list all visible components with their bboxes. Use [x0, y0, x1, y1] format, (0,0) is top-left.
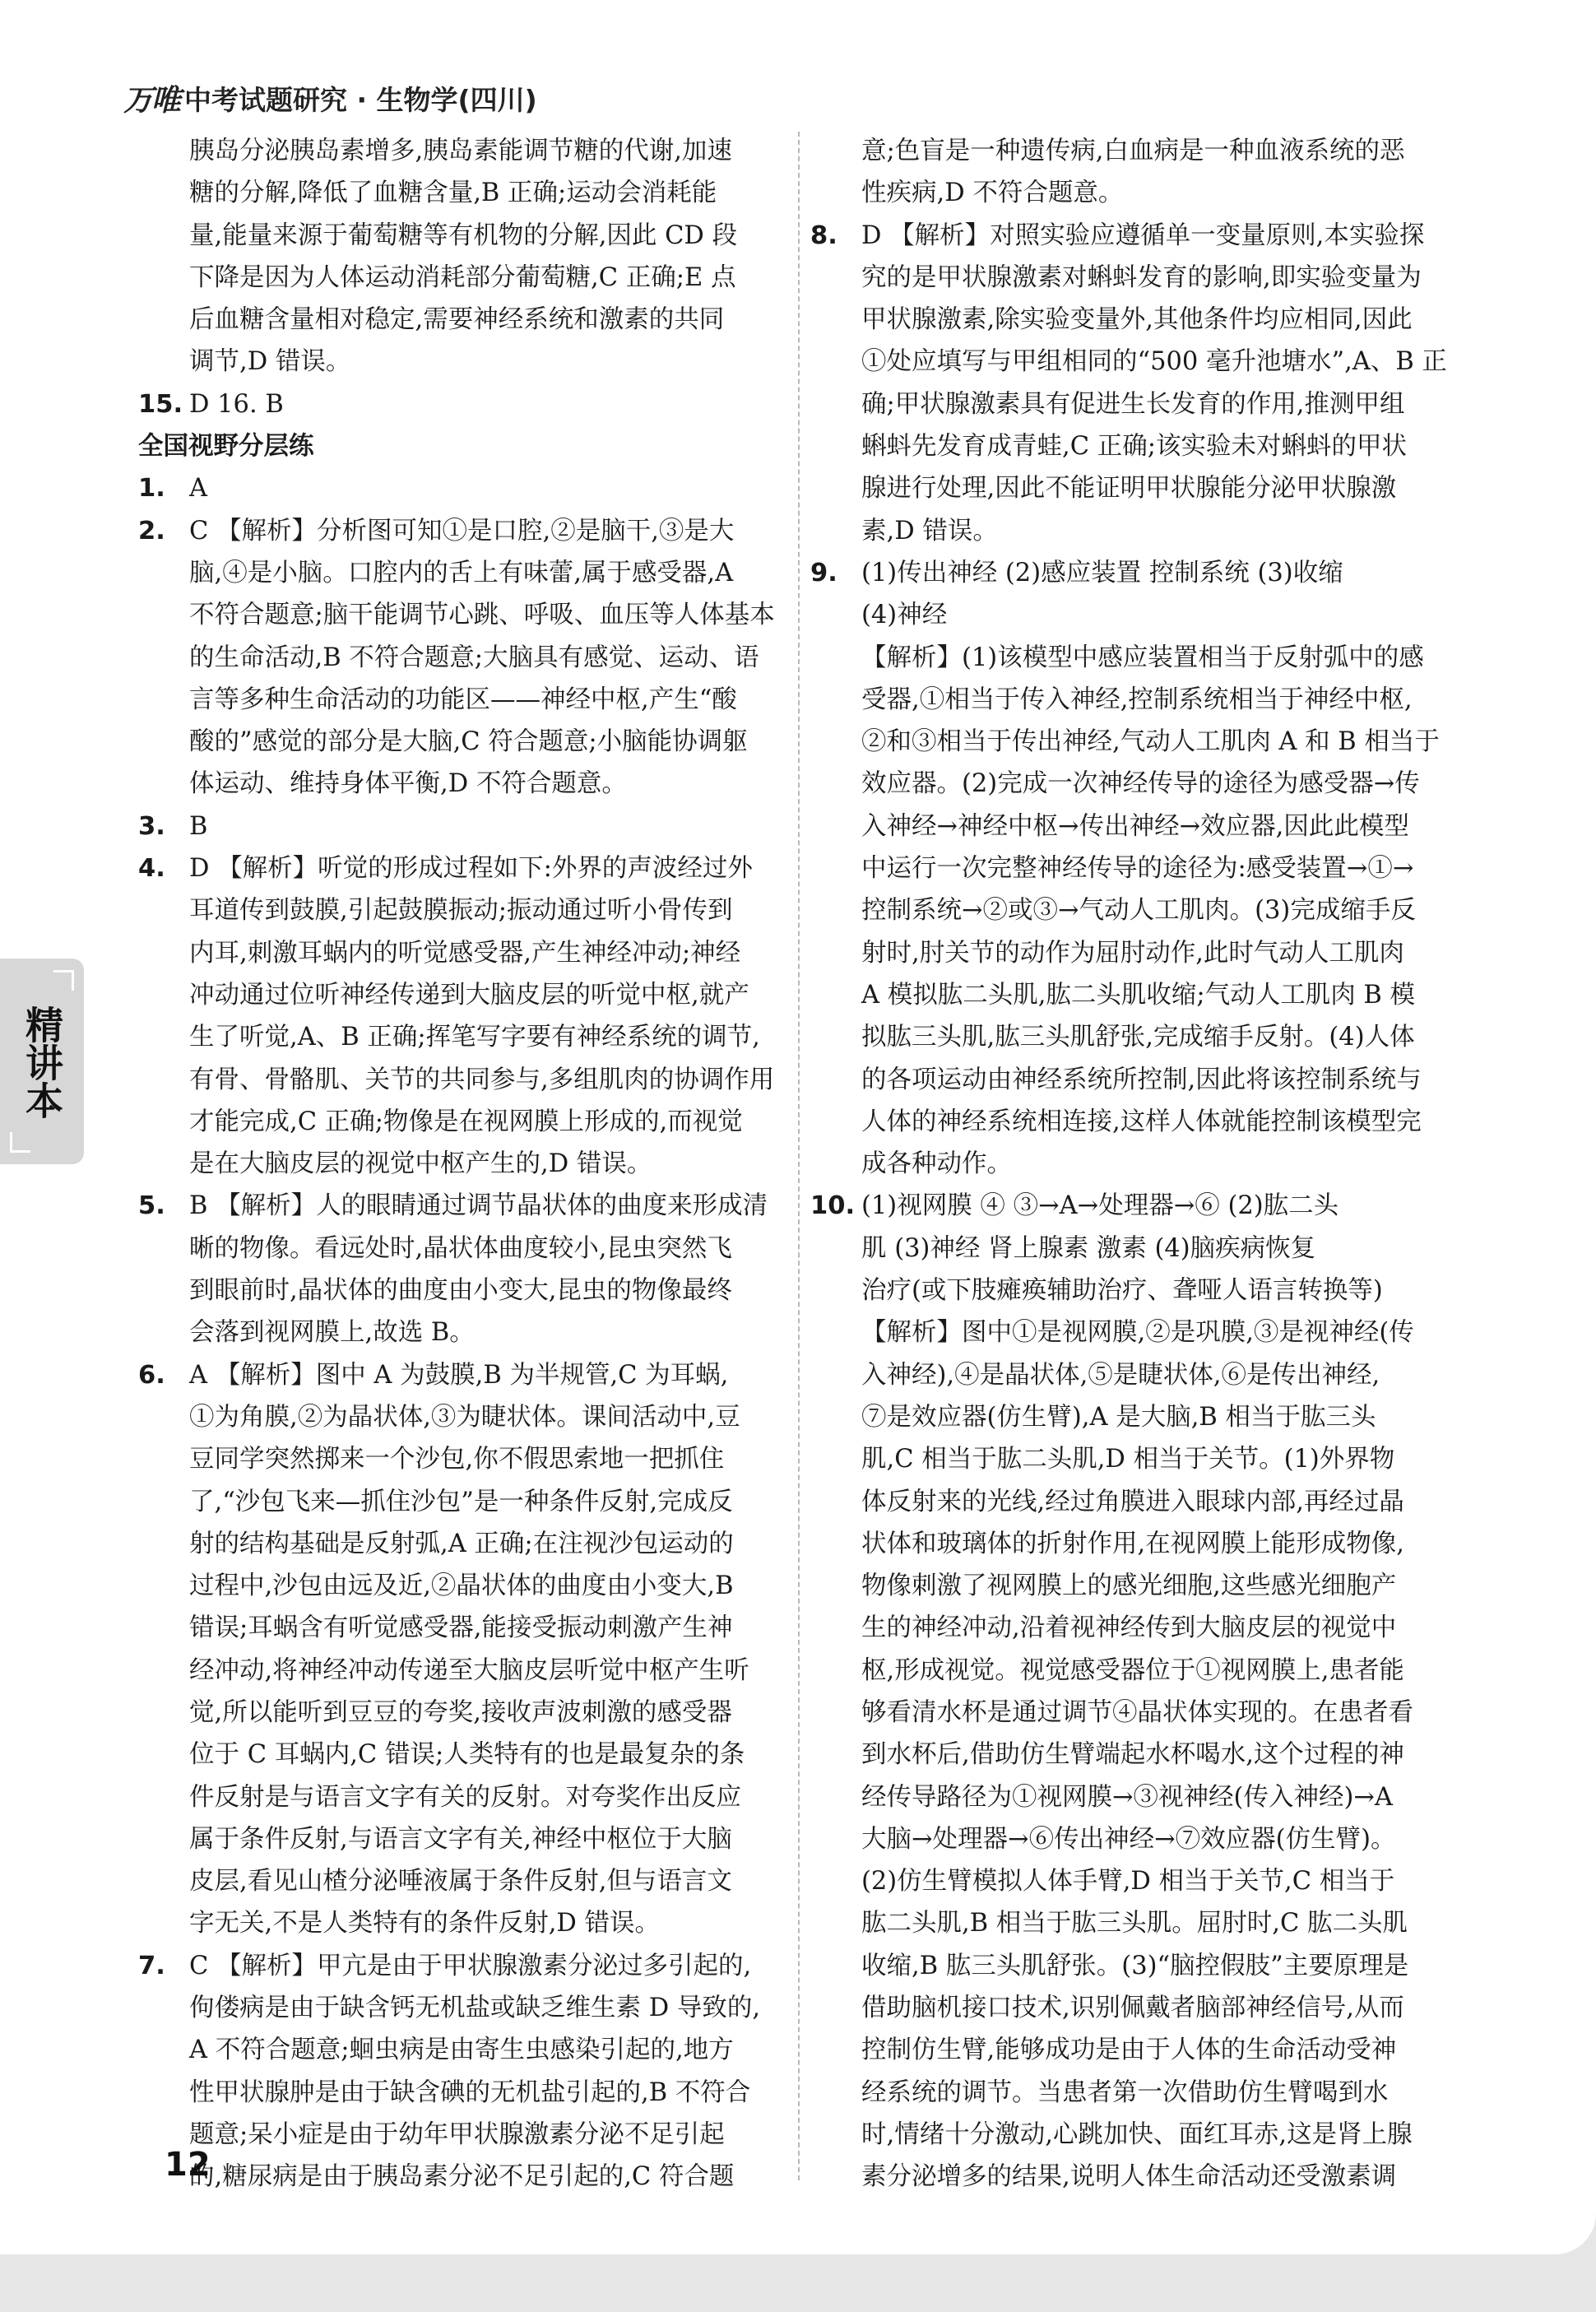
side-tab-label: 精讲本	[20, 1005, 64, 1119]
text-line	[138, 1059, 788, 1101]
text-line	[810, 679, 1460, 721]
line-text: 量,能量来源于葡萄糖等有机物的分解,因此 CD 段	[189, 221, 738, 250]
text-line	[810, 215, 1460, 257]
text-line	[810, 383, 1460, 425]
text-line	[810, 1692, 1460, 1734]
line-text: 收缩,B 肱三头肌舒张。(3)“脑控假肢”主要原理是	[861, 1951, 1409, 1980]
line-text: D 16. B	[189, 389, 284, 419]
line-text: (4)神经	[861, 601, 948, 630]
line-text: 射的结构基础是反射弧,A 正确;在注视沙包运动的	[189, 1529, 734, 1558]
line-text: ①处应填写与甲组相同的“500 毫升池塘水”,A、B 正	[861, 347, 1447, 377]
line-text: ⑦是效应器(仿生臂),A 是大脑,B 相当于肱三头	[861, 1402, 1376, 1432]
line-text: 晰的物像。看远处时,晶状体曲度较小,昆虫突然飞	[189, 1233, 732, 1263]
line-text: 性甲状腺肿是由于缺含碘的无机盐引起的,B 不符合	[189, 2078, 751, 2107]
text-line	[810, 1438, 1460, 1480]
text-line	[810, 1523, 1460, 1565]
text-line	[810, 1228, 1460, 1270]
text-line	[810, 1818, 1460, 1860]
line-text: B	[189, 811, 208, 841]
text-line	[810, 763, 1460, 805]
text-line	[810, 172, 1460, 214]
line-text: A	[189, 474, 208, 504]
line-text: 下降是因为人体运动消耗部分葡萄糖,C 正确;E 点	[189, 262, 736, 292]
text-line	[138, 1902, 788, 1944]
text-line	[138, 425, 788, 467]
line-text: 经冲动,将神经冲动传递至大脑皮层听觉中枢产生听	[189, 1655, 749, 1685]
text-line	[138, 2156, 788, 2198]
text-line	[138, 1692, 788, 1734]
line-text: 中运行一次完整神经传导的途径为:感受装置→①→	[861, 854, 1414, 884]
text-line	[810, 2072, 1460, 2114]
text-line	[138, 383, 788, 425]
line-text: 腺进行处理,因此不能证明甲状腺能分泌甲状腺激	[861, 474, 1397, 504]
corner-bracket-icon	[10, 1132, 30, 1153]
line-text: 调节,D 错误。	[189, 347, 351, 377]
line-text: 佝偻病是由于缺含钙无机盐或缺乏维生素 D 导致的,	[189, 1994, 761, 2023]
text-line	[138, 1312, 788, 1353]
text-line	[810, 805, 1460, 847]
line-text: 错误;耳蜗含有听觉感受器,能接受振动刺激产生神	[189, 1613, 733, 1643]
question-number: 2.	[138, 516, 165, 546]
line-text: 治疗(或下肢瘫痪辅助治疗、聋哑人语言转换等)	[861, 1276, 1383, 1306]
line-text: 够看清水杯是通过调节④晶状体实现的。在患者看	[861, 1697, 1413, 1727]
line-text: 大脑→处理器→⑥传出神经→⑦效应器(仿生臂)。	[861, 1824, 1396, 1854]
line-text: 肌,C 相当于肱二头肌,D 相当于关节。(1)外界物	[861, 1445, 1395, 1474]
question-number: 15.	[138, 389, 183, 419]
text-line	[810, 130, 1460, 172]
text-line	[138, 1016, 788, 1058]
text-line	[138, 510, 788, 552]
text-line	[810, 2114, 1460, 2156]
line-text: 蝌蚪先发育成青蛙,C 正确;该实验未对蝌蚪的甲状	[861, 432, 1408, 462]
line-text: 入神经),④是晶状体,⑤是睫状体,⑥是传出神经,	[861, 1360, 1380, 1390]
line-text: ①为角膜,②为晶状体,③为睫状体。课间活动中,豆	[189, 1402, 740, 1432]
line-text: 脑,④是小脑。口腔内的舌上有味蕾,属于感受器,A	[189, 558, 734, 587]
text-line	[138, 1607, 788, 1649]
question-number: 8.	[810, 221, 837, 250]
line-text: 字无关,不是人类特有的条件反射,D 错误。	[189, 1909, 661, 1938]
line-text: 体运动、维持身体平衡,D 不符合题意。	[189, 769, 627, 799]
line-text: 皮层,看见山楂分泌唾液属于条件反射,但与语言文	[189, 1867, 732, 1896]
text-line	[810, 721, 1460, 763]
text-line	[138, 1734, 788, 1776]
text-line	[138, 594, 788, 636]
section-heading: 全国视野分层练	[138, 432, 314, 462]
text-line	[810, 1860, 1460, 1902]
column-divider	[798, 132, 800, 2180]
line-text: (2)仿生臂模拟人体手臂,D 相当于关节,C 相当于	[861, 1867, 1395, 1896]
line-text: 【解析】(1)该模型中感应装置相当于反射弧中的感	[861, 643, 1424, 672]
line-text: 到水杯后,借助仿生臂端起水杯喝水,这个过程的神	[861, 1740, 1404, 1770]
text-line	[138, 1523, 788, 1565]
text-line	[810, 1396, 1460, 1438]
line-text: 是在大脑皮层的视觉中枢产生的,D 错误。	[189, 1149, 652, 1179]
line-text: 位于 C 耳蜗内,C 错误;人类特有的也是最复杂的条	[189, 1740, 745, 1770]
line-text: 后血糖含量相对稳定,需要神经系统和激素的共同	[189, 305, 725, 335]
line-text: ②和③相当于传出神经,气动人工肌肉 A 和 B 相当于	[861, 727, 1440, 757]
line-text: 经系统的调节。当患者第一次借助仿生臂喝到水	[861, 2078, 1389, 2107]
line-text: 肱二头肌,B 相当于肱三头肌。屈肘时,C 肱二头肌	[861, 1909, 1408, 1938]
text-line	[810, 974, 1460, 1016]
right-column	[810, 130, 1460, 2198]
text-line	[138, 932, 788, 974]
line-text: 不符合题意;脑干能调节心跳、呼吸、血压等人体基本	[189, 601, 775, 630]
line-text: B 【解析】人的眼睛通过调节晶状体的曲度来形成清	[189, 1191, 768, 1221]
line-text: 件反射是与语言文字有关的反射。对夸奖作出反应	[189, 1782, 741, 1812]
line-text: 甲状腺激素,除实验变量外,其他条件均应相同,因此	[861, 305, 1413, 335]
question-number: 5.	[138, 1191, 165, 1221]
line-text: (1)传出神经 (2)感应装置 控制系统 (3)收缩	[861, 558, 1343, 587]
text-line	[138, 1860, 788, 1902]
line-text: 物像刺激了视网膜上的感光细胞,这些感光细胞产	[861, 1572, 1397, 1601]
line-text: 体反射来的光线,经过角膜进入眼球内部,再经过晶	[861, 1487, 1404, 1516]
text-line	[810, 594, 1460, 636]
text-line	[810, 847, 1460, 889]
line-text: 豆同学突然掷来一个沙包,你不假思索地一把抓住	[189, 1445, 725, 1474]
text-line	[138, 299, 788, 341]
text-line	[810, 1650, 1460, 1692]
line-text: (1)视网膜 ④ ③→A→处理器→⑥ (2)肱二头	[861, 1191, 1339, 1221]
line-text: 胰岛分泌胰岛素增多,胰岛素能调节糖的代谢,加速	[189, 137, 732, 165]
line-text: 人体的神经系统相连接,这样人体就能控制该模型完	[861, 1107, 1422, 1136]
text-line	[138, 1185, 788, 1227]
text-line	[810, 1902, 1460, 1944]
line-text: 控制仿生臂,能够成功是由于人体的生命活动受神	[861, 2036, 1397, 2065]
line-text: 属于条件反射,与语言文字有关,神经中枢位于大脑	[189, 1824, 732, 1854]
line-text: 酸的”感觉的部分是大脑,C 符合题意;小脑能协调躯	[189, 727, 748, 757]
line-text: 有骨、骨骼肌、关节的共同参与,多组肌肉的协调作用	[189, 1065, 775, 1094]
text-line	[138, 1987, 788, 2029]
line-text: 耳道传到鼓膜,引起鼓膜振动;振动通过听小骨传到	[189, 896, 733, 926]
text-line	[810, 1312, 1460, 1353]
text-line	[138, 215, 788, 257]
text-line	[810, 1143, 1460, 1185]
text-line	[138, 1776, 788, 1818]
text-line	[810, 2156, 1460, 2198]
line-text: 素,D 错误。	[861, 516, 998, 546]
text-line	[810, 1565, 1460, 1607]
text-line	[810, 1607, 1460, 1649]
side-tab	[0, 959, 84, 1164]
text-line	[138, 1228, 788, 1270]
question-number: 9.	[810, 558, 837, 587]
line-text: 入神经→神经中枢→传出神经→效应器,因此此模型	[861, 811, 1409, 841]
text-line	[138, 1945, 788, 1987]
text-line	[810, 1270, 1460, 1312]
line-text: 生的神经冲动,沿着视神经传到大脑皮层的视觉中	[861, 1613, 1397, 1643]
line-text: 枢,形成视觉。视觉感受器位于①视网膜上,患者能	[861, 1655, 1404, 1685]
line-text: 生了听觉,A、B 正确;挥笔写字要有神经系统的调节,	[189, 1023, 760, 1052]
text-line	[138, 2029, 788, 2071]
line-text: C 【解析】分析图可知①是口腔,②是脑干,③是大	[189, 516, 735, 546]
line-text: 才能完成,C 正确;物像是在视网膜上形成的,而视觉	[189, 1107, 743, 1136]
text-line	[810, 932, 1460, 974]
line-text: 成各种动作。	[861, 1149, 1012, 1179]
line-text: 确;甲状腺激素具有促进生长发育的作用,推测甲组	[861, 389, 1405, 419]
question-number: 4.	[138, 854, 165, 884]
line-text: 状体和玻璃体的折射作用,在视网膜上能形成物像,	[861, 1529, 1404, 1558]
text-line	[138, 1481, 788, 1523]
text-line	[138, 1438, 788, 1480]
line-text: 【解析】图中①是视网膜,②是巩膜,③是视神经(传	[861, 1318, 1414, 1348]
text-line	[810, 1776, 1460, 1818]
text-line	[138, 1101, 788, 1143]
text-line	[810, 889, 1460, 931]
question-number: 1.	[138, 474, 165, 504]
text-line	[138, 637, 788, 679]
line-text: 受器,①相当于传入神经,控制系统相当于神经中枢,	[861, 685, 1413, 714]
line-text: 觉,所以能听到豆豆的夸奖,接收声波刺激的感受器	[189, 1697, 732, 1727]
text-line	[138, 172, 788, 214]
line-text: 了,“沙包飞来—抓住沙包”是一种条件反射,完成反	[189, 1487, 733, 1516]
text-line	[138, 889, 788, 931]
text-line	[138, 721, 788, 763]
line-text: 素分泌增多的结果,说明人体生命活动还受激素调	[861, 2162, 1397, 2192]
text-line	[810, 2029, 1460, 2071]
text-line	[810, 1185, 1460, 1227]
line-text: C 【解析】甲亢是由于甲状腺激素分泌过多引起的,	[189, 1951, 752, 1980]
brand-logo: 万唯	[123, 83, 180, 118]
text-line	[138, 552, 788, 594]
text-line	[138, 1650, 788, 1692]
text-line	[138, 1143, 788, 1185]
text-line	[138, 1396, 788, 1438]
line-text: A 【解析】图中 A 为鼓膜,B 为半规管,C 为耳蜗,	[189, 1360, 729, 1390]
line-text: 的各项运动由神经系统所控制,因此将该控制系统与	[861, 1065, 1422, 1094]
line-text: 控制系统→②或③→气动人工肌肉。(3)完成缩手反	[861, 896, 1416, 926]
corner-bracket-icon	[53, 970, 74, 991]
text-line	[810, 1059, 1460, 1101]
text-line	[138, 679, 788, 721]
line-text: 拟肱三头肌,肱三头肌舒张,完成缩手反射。(4)人体	[861, 1023, 1415, 1052]
line-text: 意;色盲是一种遗传病,白血病是一种血液系统的恶	[861, 137, 1405, 165]
line-text: 的,糖尿病是由于胰岛素分泌不足引起的,C 符合题	[189, 2162, 735, 2192]
line-text: A 模拟肱二头肌,肱二头肌收缩;气动人工肌肉 B 模	[861, 980, 1415, 1010]
text-line	[810, 1987, 1460, 2029]
text-line	[138, 763, 788, 805]
text-line	[138, 847, 788, 889]
line-text: 经传导路径为①视网膜→③视神经(传入神经)→A	[861, 1782, 1393, 1812]
line-text: D 【解析】对照实验应遵循单一变量原则,本实验探	[861, 221, 1425, 250]
line-text: 冲动通过位听神经传递到大脑皮层的听觉中枢,就产	[189, 980, 749, 1010]
text-line	[810, 510, 1460, 552]
text-line	[138, 257, 788, 299]
text-line	[810, 425, 1460, 467]
question-number: 10.	[810, 1191, 856, 1221]
line-text: 糖的分解,降低了血糖含量,B 正确;运动会消耗能	[189, 179, 717, 208]
text-line	[810, 1101, 1460, 1143]
text-line	[138, 805, 788, 847]
page-number: 12	[165, 2146, 211, 2184]
line-text: 会落到视网膜上,故选 B。	[189, 1318, 475, 1348]
running-header	[123, 77, 537, 118]
line-text: 到眼前时,晶状体的曲度由小变大,昆虫的物像最终	[189, 1276, 732, 1306]
line-text: 射时,肘关节的动作为屈肘动作,此时气动人工肌肉	[861, 938, 1404, 968]
left-column	[138, 130, 788, 2198]
text-line	[810, 1354, 1460, 1396]
text-line	[138, 1818, 788, 1860]
text-line	[138, 2114, 788, 2156]
text-line	[810, 552, 1460, 594]
line-text: 的生命活动,B 不符合题意;大脑具有感觉、运动、语	[189, 643, 759, 672]
text-line	[138, 1270, 788, 1312]
header-title: 中考试题研究 · 生物学(四川)	[184, 83, 537, 116]
text-line	[138, 1565, 788, 1607]
question-number: 3.	[138, 811, 165, 841]
line-text: 时,情绪十分激动,心跳加快、面红耳赤,这是肾上腺	[861, 2119, 1413, 2149]
text-line	[810, 299, 1460, 341]
line-text: 过程中,沙包由远及近,②晶状体的曲度由小变大,B	[189, 1572, 734, 1601]
text-line	[138, 1354, 788, 1396]
text-line	[810, 467, 1460, 509]
line-text: D 【解析】听觉的形成过程如下:外界的声波经过外	[189, 854, 753, 884]
line-text: 借助脑机接口技术,识别佩戴者脑部神经信号,从而	[861, 1994, 1404, 2023]
line-text: 究的是甲状腺激素对蝌蚪发育的影响,即实验变量为	[861, 262, 1422, 292]
text-line	[810, 1481, 1460, 1523]
line-text: 性疾病,D 不符合题意。	[861, 179, 1124, 208]
line-text: 题意;呆小症是由于幼年甲状腺激素分泌不足引起	[189, 2119, 725, 2149]
text-line	[810, 1734, 1460, 1776]
question-number: 6.	[138, 1360, 165, 1390]
text-line	[810, 257, 1460, 299]
text-line	[138, 467, 788, 509]
text-line	[810, 1945, 1460, 1987]
text-line	[138, 341, 788, 383]
line-text: 肌 (3)神经 肾上腺素 激素 (4)脑疾病恢复	[861, 1233, 1316, 1263]
line-text: 内耳,刺激耳蜗内的听觉感受器,产生神经冲动;神经	[189, 938, 741, 968]
line-text: 效应器。(2)完成一次神经传导的途径为感受器→传	[861, 769, 1420, 799]
line-text: 言等多种生命活动的功能区——神经中枢,产生“酸	[189, 685, 737, 714]
text-line	[810, 341, 1460, 383]
text-line	[138, 974, 788, 1016]
text-line	[138, 130, 788, 172]
text-line	[810, 1016, 1460, 1058]
text-line	[138, 2072, 788, 2114]
line-text: A 不符合题意;蛔虫病是由寄生虫感染引起的,地方	[189, 2036, 734, 2065]
question-number: 7.	[138, 1951, 165, 1980]
text-line	[810, 637, 1460, 679]
